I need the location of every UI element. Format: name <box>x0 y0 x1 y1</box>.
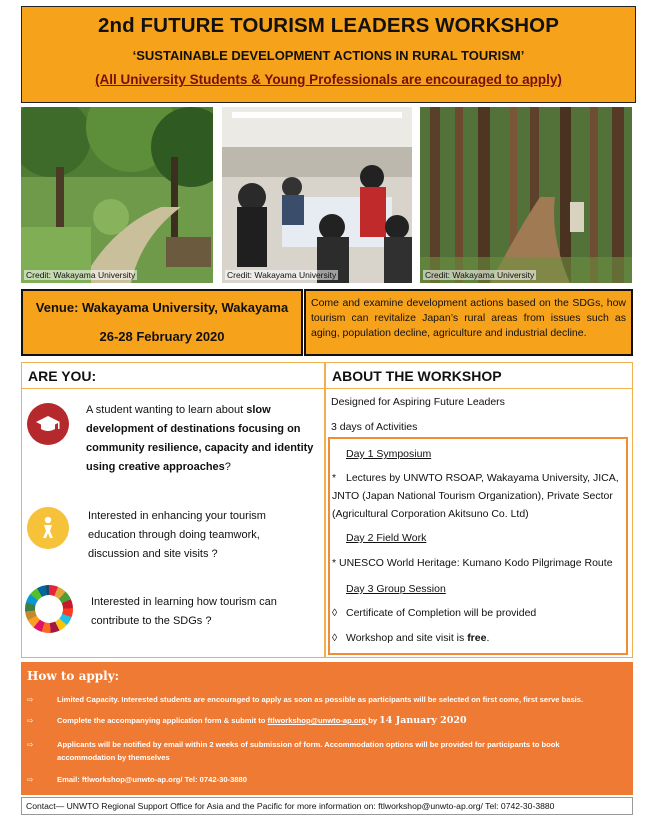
venue-dates: 26-28 February 2020 <box>99 329 225 344</box>
how-to-apply-section <box>21 662 633 795</box>
apply-notification: Applicants will be notified by email within 2 weeks of submission of form. Accommodation options will be provided for participants to book accommodation by themselves <box>57 740 560 762</box>
day2-label: Day 2 Field Work <box>346 532 427 544</box>
page-title: 2nd FUTURE TOURISM LEADERS WORKSHOP <box>98 14 559 37</box>
apply-contact: Email: ftlworkshop@unwto-ap.org/ Tel: 0742-30-3880 <box>57 775 247 784</box>
apply-form-text: Complete the accompanying application form & submit to <box>57 716 268 725</box>
venue-location: Venue: Wakayama University, Wakayama <box>35 300 289 315</box>
page-subtitle: ‘SUSTAINABLE DEVELOPMENT ACTIONS IN RURAL TOURISM’ <box>132 48 525 63</box>
photo-credit: Credit: Wakayama University <box>227 270 337 280</box>
apply-capacity: Limited Capacity. Interested students are encouraged to apply as soon as possible as participants will be selected on first come, first serve basis. <box>57 695 584 704</box>
sdgs-text: Interested in learning how tourism can contribute to the SDGs ? <box>91 596 277 627</box>
diamond-bullet-icon: ◊ <box>332 632 338 644</box>
free-text-b: free <box>467 632 487 644</box>
diamond-bullet-icon: ◊ <box>332 607 338 619</box>
workshop-blurb: Come and examine development actions based on the SDGs, how tourism can revitalize Japan’s rural areas from issues such as aging, population decline, agriculture and industrial decline. <box>304 289 633 356</box>
person-idea-icon <box>27 507 69 549</box>
about-designed-for: Designed for Aspiring Future Leaders <box>331 396 505 408</box>
forest-path-photo <box>420 107 632 283</box>
activities-box <box>328 437 628 655</box>
student-text-a: A student wanting to learn about <box>86 404 247 416</box>
day3-label: Day 3 Group Session <box>346 583 446 595</box>
venue-box <box>21 289 303 356</box>
student-text-b: slow development of destinations focusing on community resilience, capacity and identity using creative approaches <box>86 404 314 473</box>
apply-by: by <box>368 716 380 725</box>
apply-heading: How to apply: <box>27 669 120 683</box>
day1-detail: Lectures by UNWTO RSOAP, Wakayama University, JICA, JNTO (Japan National Tourism Organization), Private Sector (Agricultural Corporation Akitsuno Co. Ltd) <box>332 472 619 520</box>
day1-label: Day 1 Symposium <box>346 448 432 460</box>
campus-garden-photo <box>21 107 213 283</box>
education-text: Interested in enhancing your tourism education through doing teamwork, discussion and site visits ? <box>88 510 266 560</box>
about-days: 3 days of Activities <box>331 421 418 433</box>
arrow-icon: ⇨ <box>27 775 34 784</box>
asterisk-icon: * <box>332 472 337 484</box>
are-you-panel <box>21 362 325 658</box>
header-banner <box>21 6 636 103</box>
certificate-text: Certificate of Completion will be provided <box>346 607 537 619</box>
free-text-c: . <box>486 632 490 644</box>
classroom-photo <box>222 107 412 283</box>
apply-deadline: 14 January 2020 <box>379 715 467 726</box>
arrow-icon: ⇨ <box>27 695 34 704</box>
arrow-icon: ⇨ <box>27 740 34 749</box>
about-heading: ABOUT THE WORKSHOP <box>326 363 632 389</box>
graduation-cap-icon <box>27 403 69 445</box>
arrow-icon: ⇨ <box>27 716 34 725</box>
photo-credit: Credit: Wakayama University <box>26 270 136 280</box>
are-you-heading: ARE YOU: <box>22 363 324 389</box>
tagline: (All University Students & Young Professionals are encouraged to apply) <box>95 72 562 87</box>
apply-email-link[interactable]: ftlworkshop@unwto-ap.org <box>267 716 369 725</box>
sdg-wheel-icon <box>25 585 73 633</box>
student-text-c: ? <box>224 461 231 473</box>
day2-detail: UNESCO World Heritage: Kumano Kodo Pilgrimage Route <box>339 557 613 569</box>
asterisk-icon: * <box>332 557 340 569</box>
contact-footer: Contact— UNWTO Regional Support Office for Asia and the Pacific for more information on: ftlworkshop@unwto-ap.org/ Tel: 0742-30-3880 <box>21 797 633 815</box>
photo-credit: Credit: Wakayama University <box>425 270 535 280</box>
free-text-a: Workshop and site visit is <box>346 632 468 644</box>
